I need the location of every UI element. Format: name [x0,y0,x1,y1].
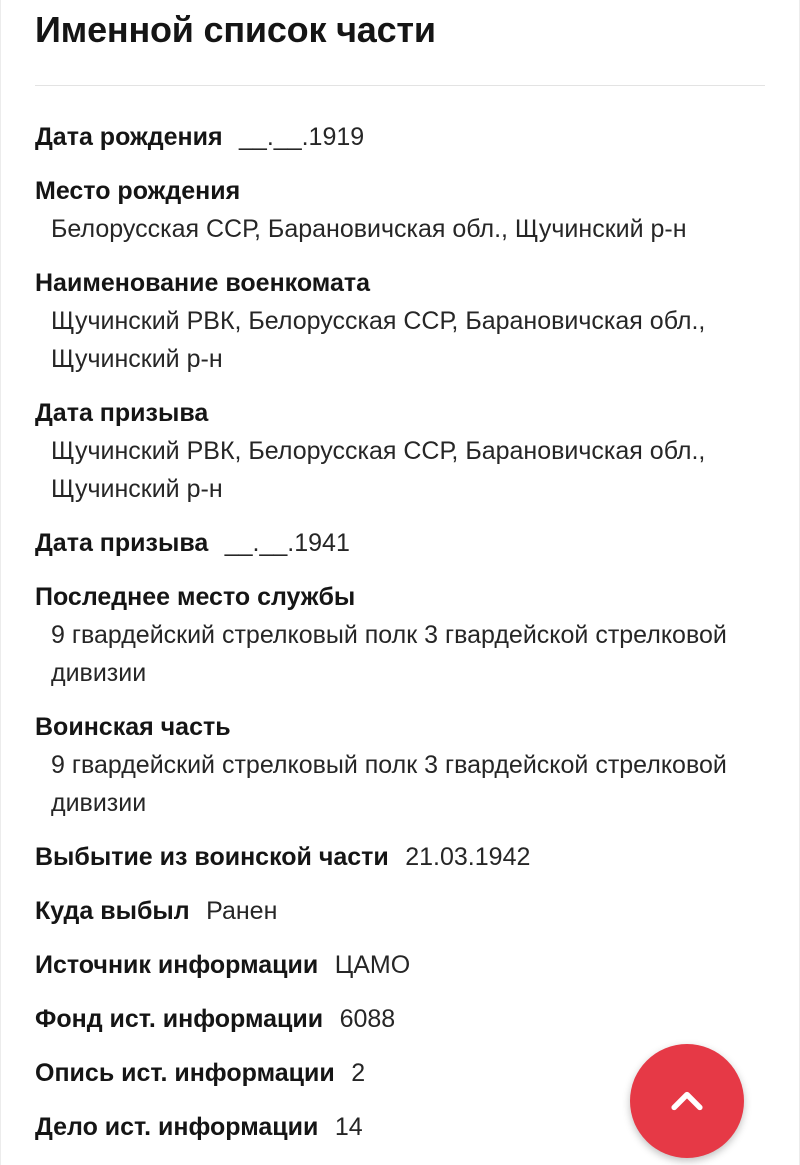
field-draft-date [35,524,765,562]
field-value: 14 [334,1113,363,1141]
page-title: Именной список части [35,9,436,50]
field-birth-date [35,118,765,156]
field-label: Источник информации [35,951,319,979]
field-label: Выбытие из воинской части [35,843,389,871]
chevron-up-icon [665,1079,709,1123]
field-label: Опись ист. информации [35,1059,335,1087]
field-label: Дата призыва [35,529,209,557]
field-label: Дата рождения [35,123,223,151]
field-value: 21.03.1942 [405,843,531,871]
field-birth-place [35,172,765,248]
field-value: __.__.1919 [239,123,365,151]
field-label: Куда выбыл [35,897,190,925]
field-label: Место рождения [35,177,241,205]
field-value: 9 гвардейский стрелковый полк 3 гвардейской стрелковой дивизии [51,621,727,687]
field-value: 9 гвардейский стрелковый полк 3 гвардейской стрелковой дивизии [51,751,727,817]
field-label: Дело ист. информации [35,1113,319,1141]
field-value: __.__.1941 [224,529,350,557]
field-value: Щучинский РВК, Белорусская ССР, Барановичская обл., Щучинский р-н [51,307,706,373]
field-label: Последнее место службы [35,583,356,611]
field-value: ЦАМО [334,951,411,979]
field-value: Щучинский РВК, Белорусская ССР, Барановичская обл., Щучинский р-н [51,437,706,503]
field-leave-reason [35,892,765,930]
field-label: Наименование военкомата [35,269,371,297]
field-value: Белорусская ССР, Барановичская обл., Щучинский р-н [51,215,687,243]
field-label: Фонд ист. информации [35,1005,324,1033]
scroll-to-top-button[interactable] [630,1044,744,1158]
title-divider [35,85,765,86]
field-label: Воинская часть [35,713,231,741]
field-draft-place [35,394,765,508]
field-info-source [35,946,765,984]
field-leave-date [35,838,765,876]
record-fields [35,118,765,1162]
field-military-unit [35,708,765,822]
field-value: 6088 [339,1005,396,1033]
field-value: Ранен [206,897,278,925]
field-value: 2 [351,1059,366,1087]
field-last-service-place [35,578,765,692]
field-label: Дата призыва [35,399,209,427]
field-fond [35,1000,765,1038]
field-recruitment-office [35,264,765,378]
